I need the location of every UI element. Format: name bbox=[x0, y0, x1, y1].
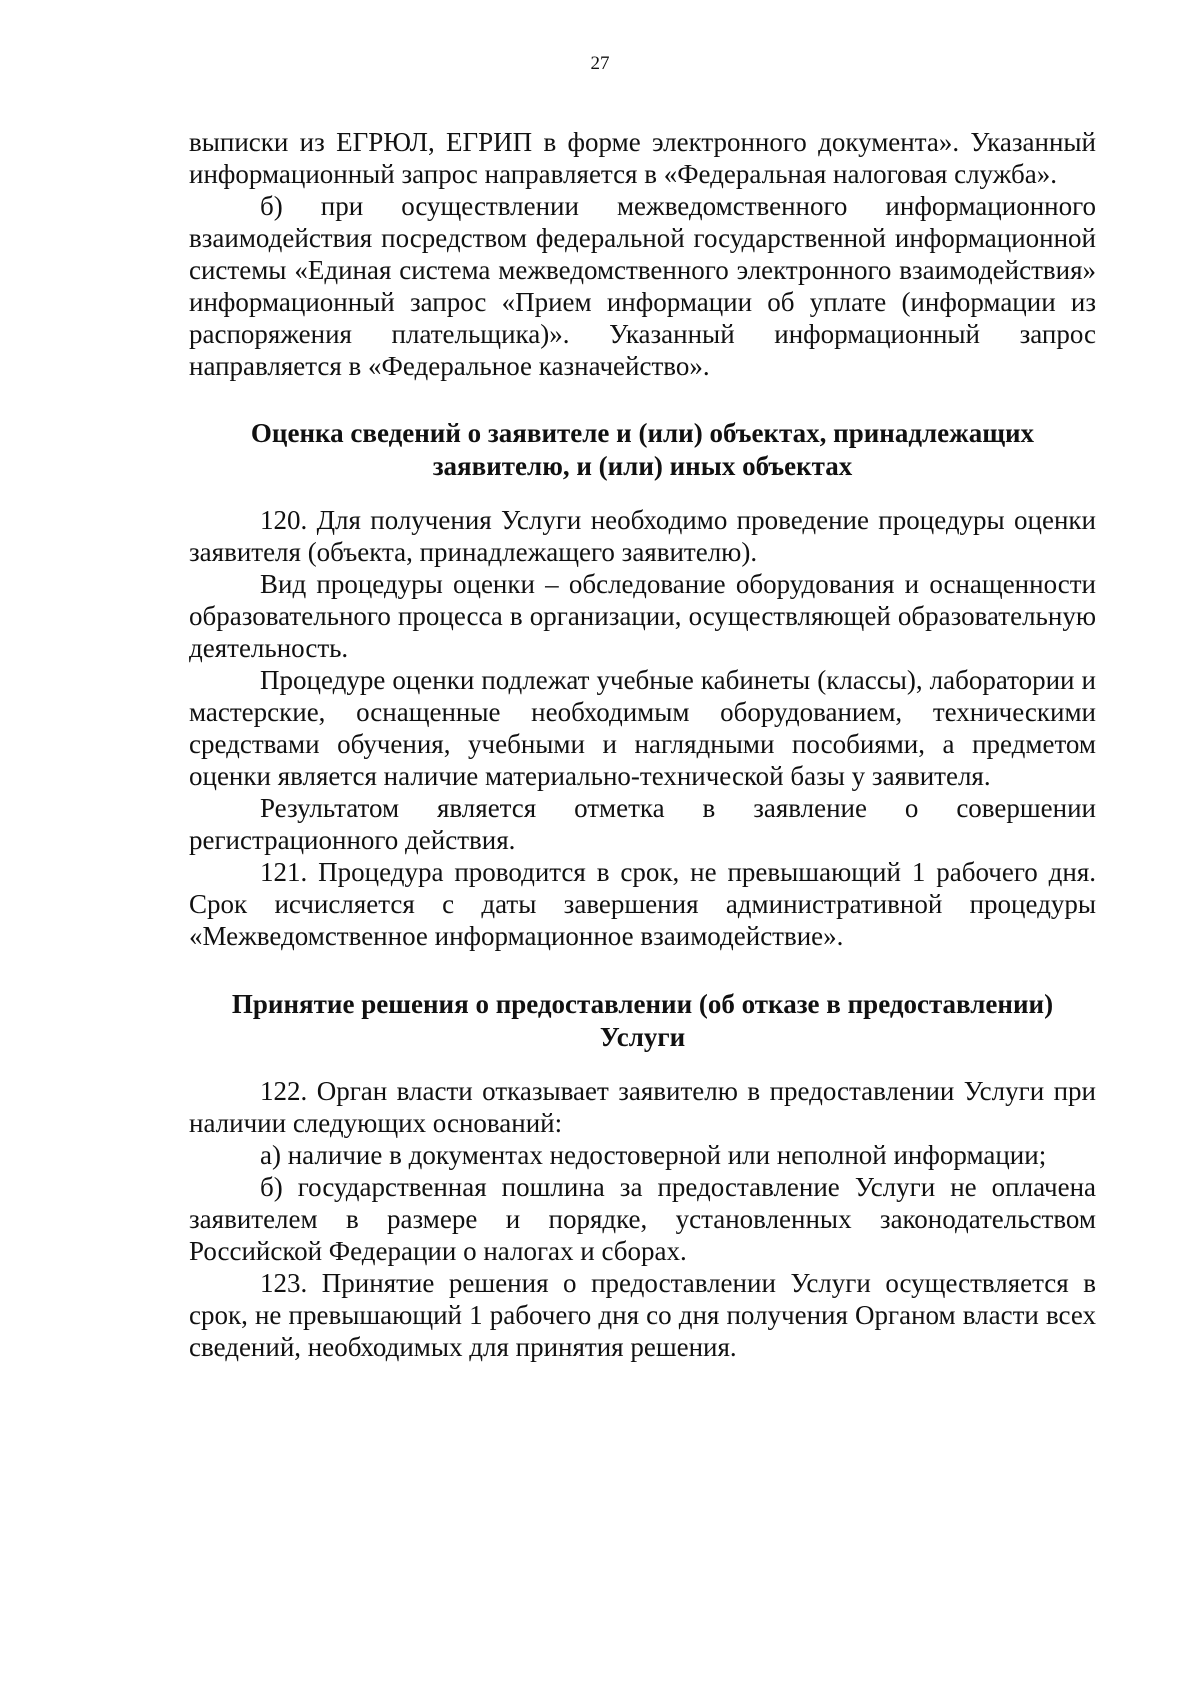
section-heading-assessment-line-1: Оценка сведений о заявителе и (или) объектах, принадлежащих bbox=[250, 418, 1035, 448]
paragraph-assessment-result: Результатом является отметка в заявление о совершении регистрационного действия. bbox=[189, 793, 1096, 855]
paragraph-123: 123. Принятие решения о предоставлении Услуги осуществляется в срок, не превышающий 1 рабочего дня со дня получения Органом власти всех сведений, необходимых для принятия решения. bbox=[189, 1268, 1096, 1362]
section-heading-decision-line-2: Услуги bbox=[599, 1022, 686, 1052]
paragraph-120: 120. Для получения Услуги необходимо проведение процедуры оценки заявителя (объекта, принадлежащего заявителю). bbox=[189, 505, 1096, 567]
section-heading-decision bbox=[189, 988, 1096, 1054]
section-heading-assessment-line-2: заявителю, и (или) иных объектах bbox=[432, 451, 853, 481]
paragraph-assessment-type: Вид процедуры оценки – обследование оборудования и оснащенности образовательного процесса в организации, осуществляющей образовательную деятельность. bbox=[189, 569, 1096, 663]
section-heading-assessment bbox=[189, 417, 1096, 483]
paragraph-refusal-ground-b: б) государственная пошлина за предоставление Услуги не оплачена заявителем в размере и порядке, установленных законодательством Российской Федерации о налогах и сборах. bbox=[189, 1172, 1096, 1266]
paragraph-egrul-continuation: выписки из ЕГРЮЛ, ЕГРИП в форме электронного документа». Указанный информационный запрос направляется в «Федеральная налоговая служба». bbox=[189, 127, 1096, 189]
paragraph-assessment-subject: Процедуре оценки подлежат учебные кабинеты (классы), лаборатории и мастерские, оснащенные необходимым оборудованием, техническими средствами обучения, учебными и наглядными пособиями, а предметом оценки является наличие материально-технической базы у заявителя. bbox=[189, 665, 1096, 791]
paragraph-refusal-ground-a: а) наличие в документах недостоверной или неполной информации; bbox=[260, 1140, 1047, 1170]
page-content bbox=[189, 126, 1096, 1363]
paragraph-item-b-smev: б) при осуществлении межведомственного информационного взаимодействия посредством федеральной государственной информационной системы «Единая система межведомственного электронного взаимодействия» информационный запрос «Прием информации об уплате (информации из распоряжения плательщика)». Указанный информационный запрос направляется в «Федеральное казначейство». bbox=[189, 191, 1096, 381]
section-heading-decision-line-1: Принятие решения о предоставлении (об отказе в предоставлении) bbox=[231, 989, 1054, 1019]
paragraph-121: 121. Процедура проводится в срок, не превышающий 1 рабочего дня. Срок исчисляется с даты завершения административной процедуры «Межведомственное информационное взаимодействие». bbox=[189, 857, 1096, 951]
paragraph-122: 122. Орган власти отказывает заявителю в предоставлении Услуги при наличии следующих оснований: bbox=[189, 1076, 1096, 1138]
page-number: 27 bbox=[590, 53, 610, 74]
